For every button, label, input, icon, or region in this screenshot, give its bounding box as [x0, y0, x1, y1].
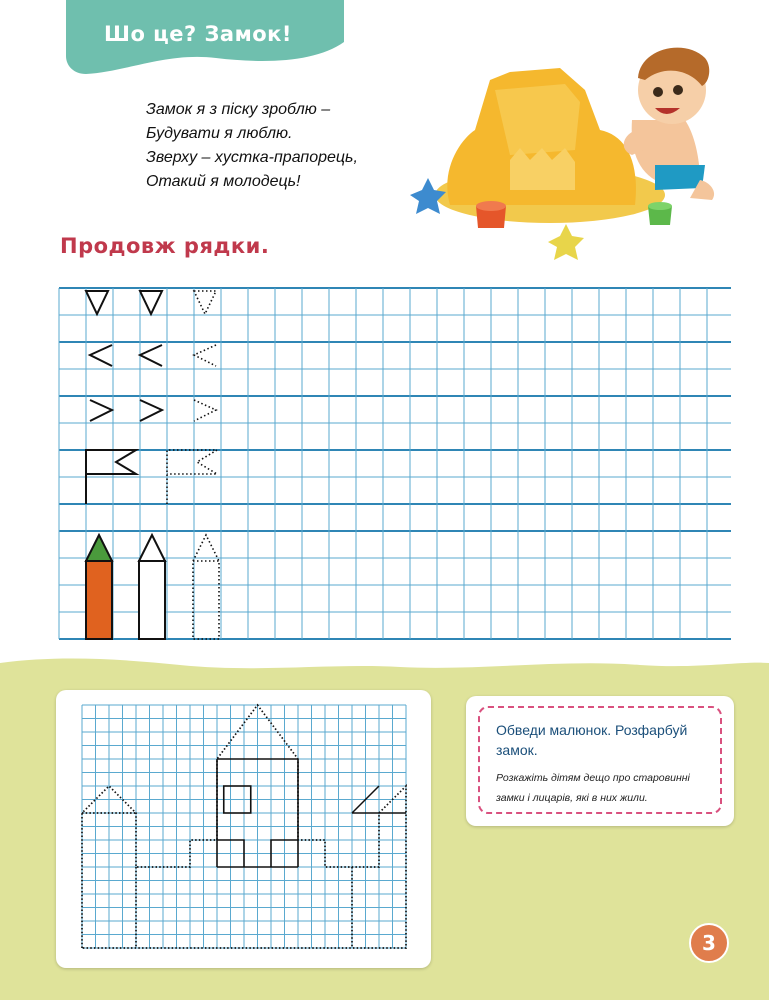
- poem-line: Будувати я люблю.: [146, 125, 293, 142]
- page-title: Шо це? Замок!: [104, 22, 292, 46]
- parent-tip-text: Розкажіть дітям дещо про старовинні замки і лицарів, які в них жили.: [496, 772, 690, 804]
- page-number: 3: [689, 923, 729, 963]
- poem-line: Замок я з піску зроблю –: [146, 101, 331, 118]
- task-heading: Продовж рядки.: [60, 234, 270, 258]
- poem-line: Отакий я молодець!: [146, 173, 301, 190]
- poem-line: Зверху – хустка-прапорець,: [146, 149, 358, 166]
- instruction-text: Обведи малюнок. Розфарбуй замок.: [496, 722, 688, 758]
